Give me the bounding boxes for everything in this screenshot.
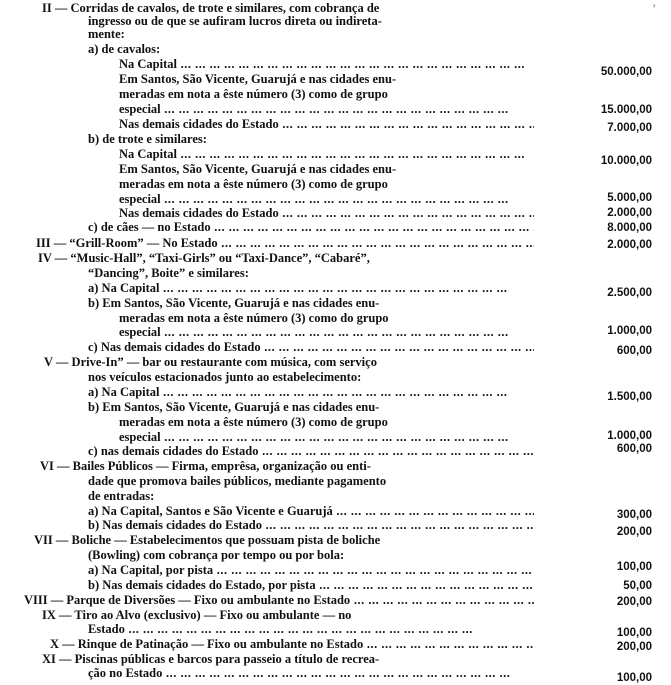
amount-value: 300,00 <box>616 509 652 521</box>
line-item: meradas em nota a êste número (3) como de grupo <box>119 88 388 101</box>
line-item: a) Na Capital ... . <box>88 386 534 399</box>
amount-value: 50,00 <box>623 580 652 592</box>
line-item: a) Na Capital ... . <box>88 282 534 295</box>
amount-value: 200,00 <box>616 641 652 653</box>
amount-value: 600,00 <box>616 345 652 357</box>
line-item: meradas em nota a êste número (3) como de grupo <box>119 416 388 429</box>
amount-value: 50.000,00 <box>600 66 652 78</box>
amount-value: 2.500,00 <box>607 287 652 299</box>
amount-value: 2.000,00 <box>607 207 652 219</box>
section-II-line-1: II — Corridas de cavalos, de trote e similares, com cobrança de <box>42 2 380 15</box>
section-VI-line-2: dade que promova bailes públicos, mediante pagamento <box>88 475 387 488</box>
line-item: Na Capital ... . <box>119 148 534 161</box>
line-item: meradas em nota a êste número (3) como do grupo <box>119 312 389 325</box>
section-VII-line-1: VII — Boliche — Estabelecimentos que possuam pista de boliche <box>34 534 381 547</box>
amount-value: 1.000,00 <box>607 325 652 337</box>
section-VIII: VIII — Parque de Diversões — Fixo ou ambulante no Estado ... . <box>24 594 534 607</box>
line-item: a) Na Capital, por pista ... . <box>88 564 534 577</box>
line-item: ção no Estado ... . <box>88 667 534 680</box>
amount-value: 5.000,00 <box>607 192 652 204</box>
section-VII-line-2: (Bowling) com cobrança por tempo ou por bola: <box>88 549 345 562</box>
amount-value: 200,00 <box>616 526 652 538</box>
amount-value: 1.000,00 <box>607 430 652 442</box>
amount-value: 10.000,00 <box>600 155 652 167</box>
line-item: Em Santos, São Vicente, Guarujá e nas cidades enu- <box>119 73 397 86</box>
section-II-line-3: mente: <box>88 28 125 41</box>
section-VI-line-3: de entradas: <box>88 490 155 503</box>
line-item: meradas em nota a êste número (3) como de grupo <box>119 178 388 191</box>
section-X: X — Rinque de Patinação — Fixo ou ambulante no Estado ... . <box>50 638 534 651</box>
amount-value: 1.500,00 <box>607 391 652 403</box>
section-II-line-2: ingresso ou de que se aufiram lucros direta ou indireta- <box>88 15 382 28</box>
section-V-line-1: V — Drive-In” — bar ou restaurante com música, com serviço <box>44 356 377 369</box>
line-item: especial ... . <box>119 193 534 206</box>
line-item: b) Em Santos, São Vicente, Guarujá e nas cidades enu- <box>88 401 380 414</box>
section-IV-line-2: “Dancing”, Boite” e similares: <box>88 267 249 280</box>
section-IX-line-1: IX — Tiro ao Alvo (exclusivo) — Fixo ou ambulante — no <box>42 609 352 622</box>
line-item: b) Nas demais cidades do Estado ... . <box>88 519 534 532</box>
line-item: Na Capital ... . <box>119 58 534 71</box>
amount-value: 15.000,00 <box>600 104 652 116</box>
line-item: c) Nas demais cidades do Estado ... . <box>88 341 534 354</box>
amount-value: 200,00 <box>616 596 652 608</box>
line-item: especial ... . <box>119 103 534 116</box>
amount-value: 2.000,00 <box>607 239 652 251</box>
amount-value: 600,00 <box>616 443 652 455</box>
line-item: c) nas demais cidades do Estado ... . <box>88 445 534 458</box>
section-IV-line-1: IV — “Music-Hall”, “Taxi-Girls” ou “Taxi-Dance”, “Cabaré”, <box>38 252 370 265</box>
line-item: Estado ... . <box>88 623 534 636</box>
line-item: b) Em Santos, São Vicente, Guarujá e nas cidades enu- <box>88 297 380 310</box>
amount-value: 100,00 <box>616 561 652 573</box>
section-II-a-heading: a) de cavalos: <box>88 43 161 56</box>
line-item: Nas demais cidades do Estado ... . <box>119 207 534 220</box>
line-item: a) Na Capital, Santos e São Vicente e Guarujá ... . <box>88 505 534 518</box>
section-VI-line-1: VI — Bailes Públicos — Firma, emprêsa, organização ou enti- <box>40 460 371 473</box>
margin-mark-icon: , <box>653 0 656 9</box>
line-item: especial ... . <box>119 326 534 339</box>
amount-value: 100,00 <box>616 627 652 639</box>
line-item: b) Nas demais cidades do Estado, por pista ... . <box>88 579 534 592</box>
line-item: c) de cães — no Estado ... . <box>88 221 534 234</box>
amount-value: 7.000,00 <box>607 122 652 134</box>
section-III: III — “Grill-Room” — No Estado ... . <box>36 237 534 250</box>
amount-value: 100,00 <box>616 672 652 684</box>
amount-value: 8.000,00 <box>607 222 652 234</box>
section-V-line-2: nos veículos estacionados junto ao estabelecimento: <box>88 371 362 384</box>
section-II-b-heading: b) de trote e similares: <box>88 133 207 146</box>
line-item: especial ... . <box>119 431 534 444</box>
section-XI-line-1: XI — Piscinas públicas e barcos para passeio a título de recrea- <box>42 653 380 666</box>
line-item: Nas demais cidades do Estado ... . <box>119 118 534 131</box>
line-item: Em Santos, São Vicente, Guarujá e nas cidades enu- <box>119 163 397 176</box>
